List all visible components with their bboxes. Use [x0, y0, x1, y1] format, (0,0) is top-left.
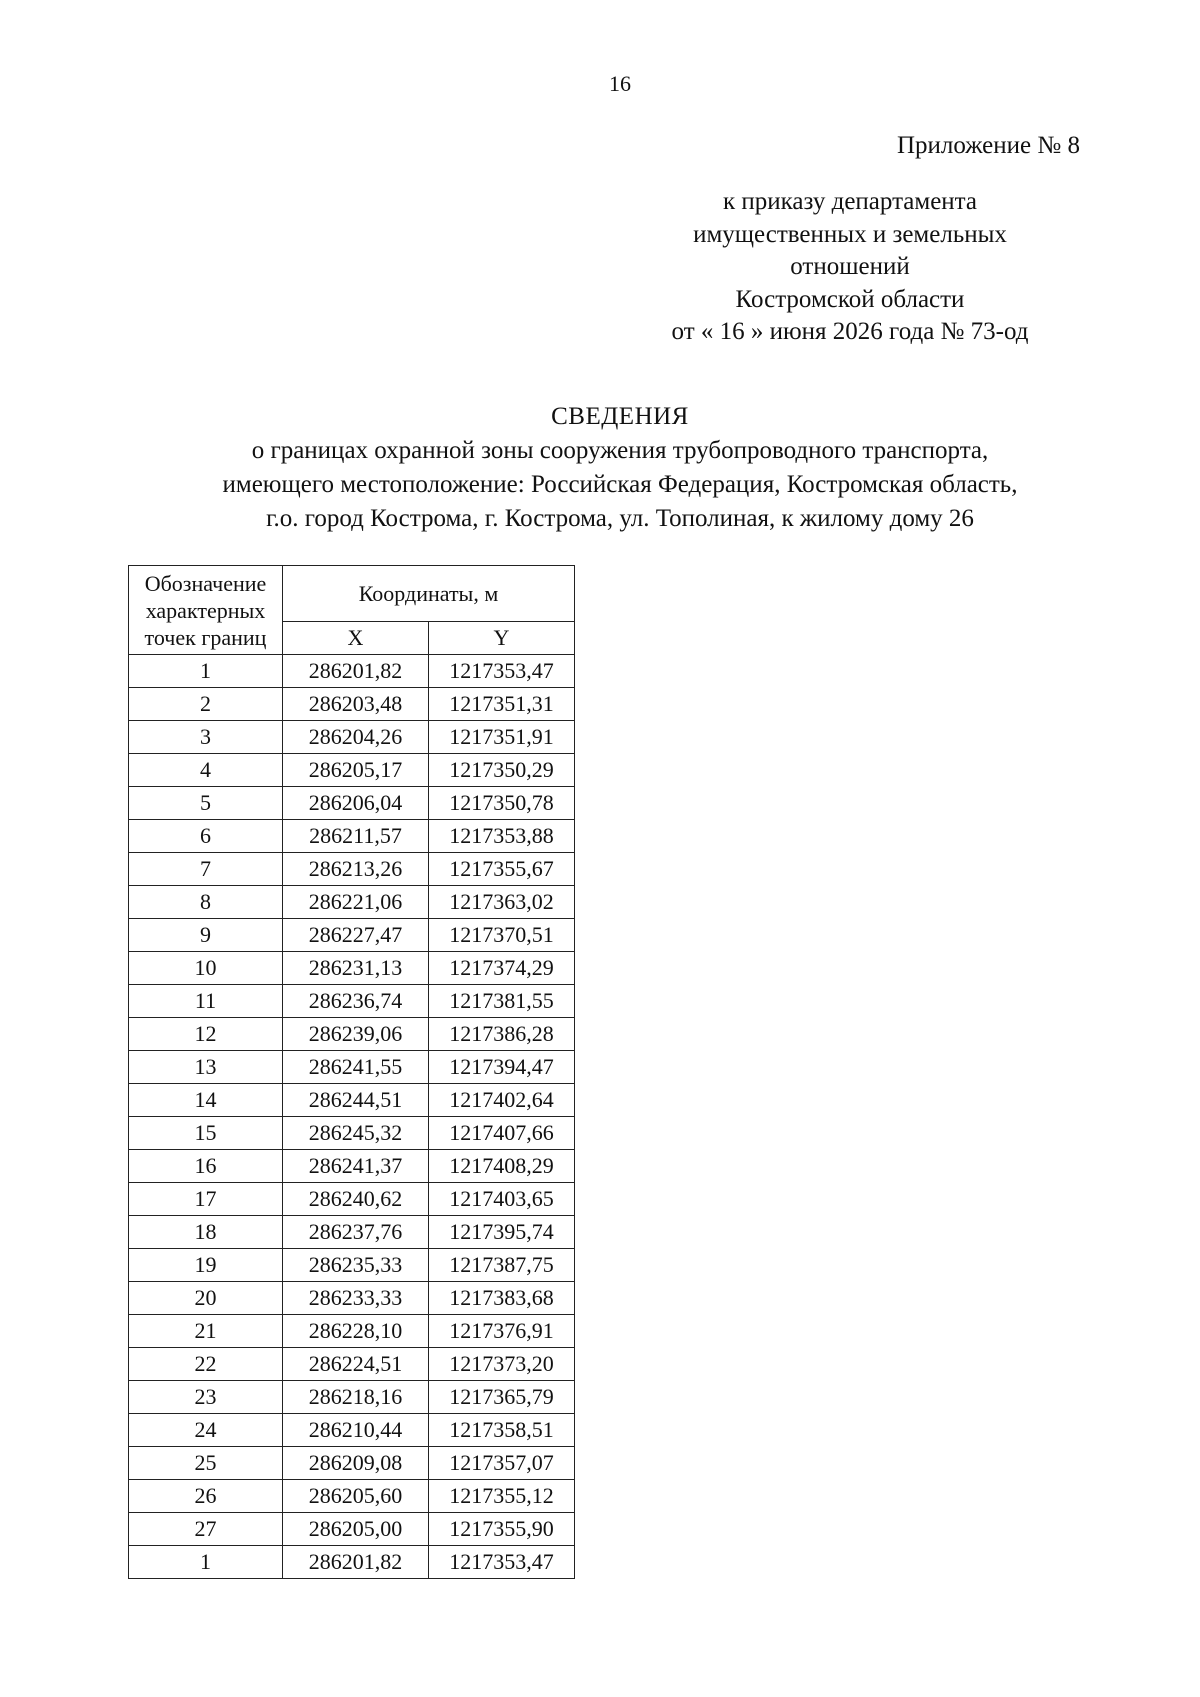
y-coordinate-cell: 1217350,78	[429, 787, 575, 820]
x-coordinate-cell: 286205,60	[283, 1480, 429, 1513]
document-title: СВЕДЕНИЯ	[551, 403, 689, 430]
x-coordinate-cell: 286201,82	[283, 655, 429, 688]
point-cell: 26	[129, 1480, 283, 1513]
x-coordinate-cell: 286227,47	[283, 919, 429, 952]
x-coordinate-cell: 286209,08	[283, 1447, 429, 1480]
document-subtitle-line: г.о. город Кострома, г. Кострома, ул. Тополиная, к жилому дому 26	[266, 505, 974, 532]
page-number: 16	[609, 71, 631, 96]
y-coordinate-cell: 1217403,65	[429, 1183, 575, 1216]
y-coordinate-cell: 1217355,12	[429, 1480, 575, 1513]
point-cell: 14	[129, 1084, 283, 1117]
point-cell: 4	[129, 754, 283, 787]
table-row	[129, 853, 575, 886]
point-cell: 8	[129, 886, 283, 919]
x-coordinate-cell: 286205,17	[283, 754, 429, 787]
table-row	[129, 1216, 575, 1249]
y-coordinate-cell: 1217386,28	[429, 1018, 575, 1051]
table-row	[129, 787, 575, 820]
y-coordinate-cell: 1217353,47	[429, 655, 575, 688]
point-cell: 21	[129, 1315, 283, 1348]
table-row	[129, 886, 575, 919]
point-cell: 10	[129, 952, 283, 985]
x-coordinate-cell: 286245,32	[283, 1117, 429, 1150]
point-cell: 1	[129, 1546, 283, 1579]
y-coordinate-cell: 1217383,68	[429, 1282, 575, 1315]
document-heading	[100, 400, 1140, 536]
y-coordinate-cell: 1217355,67	[429, 853, 575, 886]
point-cell: 1	[129, 655, 283, 688]
x-coordinate-cell: 286210,44	[283, 1414, 429, 1447]
x-coordinate-cell: 286213,26	[283, 853, 429, 886]
x-coordinate-cell: 286231,13	[283, 952, 429, 985]
y-column-header: Y	[429, 622, 575, 655]
x-coordinate-cell: 286204,26	[283, 721, 429, 754]
point-cell: 25	[129, 1447, 283, 1480]
point-cell: 18	[129, 1216, 283, 1249]
table-row	[129, 1150, 575, 1183]
x-coordinate-cell: 286244,51	[283, 1084, 429, 1117]
order-reference	[630, 186, 1070, 349]
y-coordinate-cell: 1217363,02	[429, 886, 575, 919]
x-coordinate-cell: 286203,48	[283, 688, 429, 721]
order-line: Костромской области	[735, 285, 965, 313]
table-row	[129, 1117, 575, 1150]
y-coordinate-cell: 1217353,47	[429, 1546, 575, 1579]
x-column-header: X	[283, 622, 429, 655]
x-coordinate-cell: 286205,00	[283, 1513, 429, 1546]
x-coordinate-cell: 286211,57	[283, 820, 429, 853]
table-row	[129, 721, 575, 754]
y-coordinate-cell: 1217353,88	[429, 820, 575, 853]
y-coordinate-cell: 1217351,31	[429, 688, 575, 721]
table-row	[129, 919, 575, 952]
table-header	[129, 566, 575, 655]
point-cell: 19	[129, 1249, 283, 1282]
point-cell: 2	[129, 688, 283, 721]
x-coordinate-cell: 286228,10	[283, 1315, 429, 1348]
x-coordinate-cell: 286236,74	[283, 985, 429, 1018]
table-row	[129, 1249, 575, 1282]
point-cell: 27	[129, 1513, 283, 1546]
x-coordinate-cell: 286237,76	[283, 1216, 429, 1249]
point-header-line: Обозначение	[144, 570, 267, 596]
point-cell: 5	[129, 787, 283, 820]
x-coordinate-cell: 286241,37	[283, 1150, 429, 1183]
order-line: от « 16 » июня 2026 года № 73-од	[671, 318, 1029, 345]
table-row	[129, 952, 575, 985]
y-coordinate-cell: 1217350,29	[429, 754, 575, 787]
x-coordinate-cell: 286201,82	[283, 1546, 429, 1579]
y-coordinate-cell: 1217355,90	[429, 1513, 575, 1546]
coordinates-header: Координаты, м	[283, 566, 575, 622]
point-header-line: характерных	[145, 597, 266, 623]
point-cell: 3	[129, 721, 283, 754]
order-line: отношений	[790, 253, 910, 280]
x-coordinate-cell: 286239,06	[283, 1018, 429, 1051]
table-row	[129, 985, 575, 1018]
y-coordinate-cell: 1217408,29	[429, 1150, 575, 1183]
order-line: имущественных и земельных	[693, 220, 1007, 248]
x-coordinate-cell: 286224,51	[283, 1348, 429, 1381]
table-row	[129, 1513, 575, 1546]
table-row	[129, 1018, 575, 1051]
table-row	[129, 1447, 575, 1480]
point-cell: 24	[129, 1414, 283, 1447]
x-coordinate-cell: 286218,16	[283, 1381, 429, 1414]
point-cell: 12	[129, 1018, 283, 1051]
y-coordinate-cell: 1217394,47	[429, 1051, 575, 1084]
x-coordinate-cell: 286240,62	[283, 1183, 429, 1216]
x-coordinate-cell: 286233,33	[283, 1282, 429, 1315]
y-coordinate-cell: 1217358,51	[429, 1414, 575, 1447]
table-row	[129, 1282, 575, 1315]
y-coordinate-cell: 1217370,51	[429, 919, 575, 952]
table-row	[129, 1480, 575, 1513]
y-coordinate-cell: 1217373,20	[429, 1348, 575, 1381]
y-coordinate-cell: 1217402,64	[429, 1084, 575, 1117]
y-coordinate-cell: 1217387,75	[429, 1249, 575, 1282]
point-cell: 17	[129, 1183, 283, 1216]
table-row	[129, 1546, 575, 1579]
table-row	[129, 1348, 575, 1381]
table-row	[129, 1084, 575, 1117]
point-cell: 11	[129, 985, 283, 1018]
table-row	[129, 1381, 575, 1414]
y-coordinate-cell: 1217357,07	[429, 1447, 575, 1480]
point-cell: 23	[129, 1381, 283, 1414]
y-coordinate-cell: 1217395,74	[429, 1216, 575, 1249]
point-cell: 16	[129, 1150, 283, 1183]
point-cell: 15	[129, 1117, 283, 1150]
order-line: к приказу департамента	[722, 188, 978, 215]
x-coordinate-cell: 286221,06	[283, 886, 429, 919]
point-cell: 22	[129, 1348, 283, 1381]
point-cell: 9	[129, 919, 283, 952]
y-coordinate-cell: 1217351,91	[429, 721, 575, 754]
document-subtitle-line: имеющего местоположение: Российская Федерация, Костромская область,	[222, 471, 1018, 498]
document-subtitle-line: о границах охранной зоны сооружения трубопроводного транспорта,	[251, 437, 989, 464]
y-coordinate-cell: 1217376,91	[429, 1315, 575, 1348]
x-coordinate-cell: 286206,04	[283, 787, 429, 820]
appendix-title: Приложение № 8	[896, 132, 1080, 159]
x-coordinate-cell: 286241,55	[283, 1051, 429, 1084]
point-column-header	[129, 566, 283, 655]
table-row	[129, 1315, 575, 1348]
y-coordinate-cell: 1217381,55	[429, 985, 575, 1018]
point-header-line: точек границ	[144, 624, 267, 650]
point-cell: 7	[129, 853, 283, 886]
x-coordinate-cell: 286235,33	[283, 1249, 429, 1282]
table-row	[129, 754, 575, 787]
y-coordinate-cell: 1217365,79	[429, 1381, 575, 1414]
point-cell: 20	[129, 1282, 283, 1315]
point-cell: 13	[129, 1051, 283, 1084]
table-row	[129, 688, 575, 721]
table-row	[129, 1414, 575, 1447]
point-cell: 6	[129, 820, 283, 853]
table-row	[129, 820, 575, 853]
table-row	[129, 655, 575, 688]
y-coordinate-cell: 1217374,29	[429, 952, 575, 985]
table-row	[129, 1051, 575, 1084]
coordinates-table	[128, 565, 575, 1579]
table-body	[129, 655, 575, 1579]
y-coordinate-cell: 1217407,66	[429, 1117, 575, 1150]
table-row	[129, 1183, 575, 1216]
